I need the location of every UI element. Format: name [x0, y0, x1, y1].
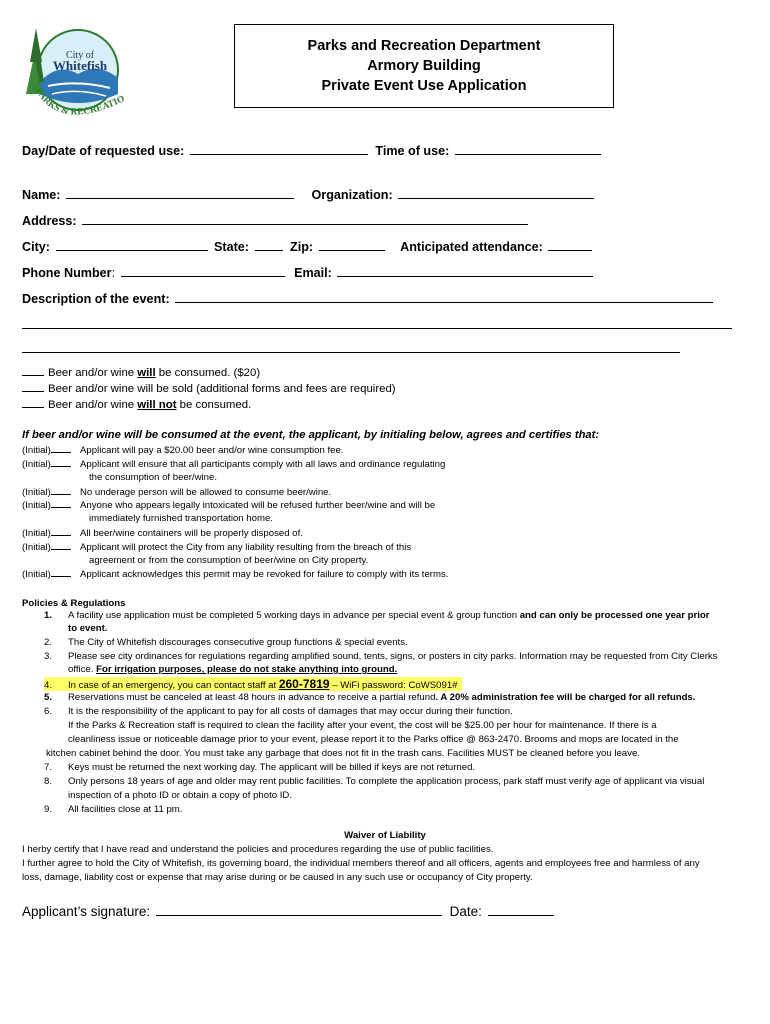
policy-text: It is the responsibility of the applicant to pay for all costs of damages that may occur during their function. [68, 706, 513, 717]
phone-label: Phone Number [22, 266, 112, 280]
beer-option-text: Beer and/or wine [48, 399, 138, 411]
logo-city-name-text: Whitefish [52, 58, 108, 73]
initial-blank[interactable] [51, 444, 71, 453]
description-row [22, 290, 713, 306]
policy-item-8-cont: inspection of a photo ID or obtain a copy of photo ID. [68, 790, 292, 801]
email-label: Email: [294, 266, 332, 280]
policy-text: The City of Whitefish discourages consecutive group functions & special events. [68, 637, 408, 648]
attendance-field[interactable] [548, 238, 592, 251]
beer-consumed-blank[interactable] [22, 365, 44, 376]
emergency-phone-number: 260-7819 [278, 677, 330, 691]
signature-label: Applicant’s signature: [22, 904, 151, 919]
policy-number: 2. [44, 637, 53, 648]
beer-option-text: Beer and/or wine [48, 367, 138, 379]
policy-item-7 [44, 762, 475, 773]
waiver-text: I further agree to hold the City of Whitefish, its governing board, the individual members thereof and all officers, agents and employees free and harmless of any [22, 858, 700, 869]
initial-label: (Initial) [22, 569, 51, 580]
policy-number: 1. [44, 610, 53, 621]
phone-colon: : [111, 266, 116, 280]
initial-label: (Initial) [22, 542, 51, 553]
waiver-text: loss, damage, liability cost or expense that may arise during or be caused in any such use or occupancy of City property. [22, 872, 533, 883]
initial-label: (Initial) [22, 459, 51, 470]
date-field[interactable] [190, 142, 368, 155]
policy-item-5 [44, 692, 695, 703]
initial-label: (Initial) [22, 487, 51, 498]
zip-label: Zip: [290, 240, 314, 254]
policy-text: All facilities close at 11 pm. [68, 804, 183, 815]
policy-text-bold: and can only be processed one year prior [519, 610, 710, 621]
policy-item-4-highlighted [44, 677, 462, 691]
description-line-3[interactable] [22, 352, 680, 353]
signature-row [22, 902, 554, 919]
attendance-label: Anticipated attendance: [400, 240, 543, 254]
description-line-2[interactable] [22, 328, 732, 329]
policy-item-6-cont: kitchen cabinet behind the door. You must take any garbage that does not fit in the trash cans. Facilities MUST be cleaned before you leave. [46, 748, 640, 759]
city-label: City: [22, 240, 50, 254]
policy-number: 8. [44, 776, 53, 787]
initial-blank[interactable] [51, 568, 71, 577]
certification-heading: If beer and/or wine will be consumed at the event, the applicant, by initialing below, agrees and certifies that: [22, 429, 600, 441]
beer-option-sold [22, 381, 396, 395]
waiver-text: I herby certify that I have read and understand the policies and procedures regarding the use of public facilities. [22, 844, 494, 855]
policy-number: 7. [44, 762, 53, 773]
date-time-row [22, 142, 601, 158]
description-label: Description of the event: [22, 292, 170, 306]
beer-option-emphasis: will not [137, 399, 177, 411]
initial-blank[interactable] [51, 499, 71, 508]
description-field[interactable] [175, 290, 713, 303]
department-title: Parks and Recreation Department [307, 38, 541, 54]
policy-text-bold: For irrigation purposes, please do not stake anything into ground. [96, 664, 398, 675]
policy-text: Keys must be returned the next working day. The applicant will be billed if keys are not returned. [68, 762, 476, 773]
initial-blank[interactable] [51, 541, 71, 550]
initial-row [22, 444, 343, 456]
policy-item-2 [44, 637, 408, 648]
date-label: Day/Date of requested use: [22, 144, 185, 158]
initial-blank[interactable] [51, 486, 71, 495]
initial-row [22, 568, 448, 580]
policy-number: 6. [44, 706, 53, 717]
organization-label: Organization: [311, 188, 393, 202]
city-state-zip-row [22, 238, 592, 254]
beer-option-not-consumed [22, 397, 251, 411]
policy-number: 3. [44, 651, 53, 662]
email-field[interactable] [337, 264, 593, 277]
policy-item-3 [44, 651, 717, 662]
initial-row [22, 527, 303, 539]
initial-item-text: Applicant acknowledges this permit may be revoked for failure to comply with its terms. [80, 569, 449, 580]
name-field[interactable] [66, 186, 294, 199]
policy-text-bold: . A 20% administration fee will be charged for all refunds. [435, 692, 696, 703]
initial-label: (Initial) [22, 528, 51, 539]
title-box [234, 24, 614, 108]
policy-text: Only persons 18 years of age and older may rent public facilities. To complete the application process, park staff must verify age of applicant via visual [68, 776, 705, 787]
initial-item-text: Applicant will pay a $20.00 beer and/or wine consumption fee. [80, 445, 344, 456]
time-label: Time of use: [375, 144, 450, 158]
policy-item-6-cont: If the Parks & Recreation staff is required to clean the facility after your event, the cost will be $25.00 per hour for maintenance. If there is a [68, 720, 657, 731]
initial-item-text: No underage person will be allowed to consume beer/wine. [80, 487, 332, 498]
initial-row [22, 486, 331, 498]
policy-item-1-cont: to event. [68, 623, 108, 634]
initial-item-continuation: the consumption of beer/wine. [89, 472, 217, 483]
policy-item-6-cont: cleanliness issue or noticeable damage prior to your event, please report it to the Parks office @ 863-2470. Brooms and mops are located in the [68, 734, 679, 745]
address-label: Address: [22, 214, 77, 228]
initial-item-text: All beer/wine containers will be properly disposed of. [80, 528, 303, 539]
initial-row [22, 458, 445, 470]
policy-item-1 [44, 610, 710, 621]
logo-arc-text: PARKS & RECREATIO [33, 86, 127, 118]
form-title: Private Event Use Application [321, 78, 527, 94]
logo-city-of-text: City of [65, 50, 95, 61]
policy-number: 4. [44, 680, 53, 691]
initial-blank[interactable] [51, 458, 71, 467]
initial-item-text: Anyone who appears legally intoxicated will be refused further beer/wine and will be [80, 500, 436, 511]
name-org-row [22, 186, 594, 202]
policy-text: In case of an emergency, you can contact staff at [68, 680, 279, 691]
address-field[interactable] [82, 212, 528, 225]
signature-field[interactable] [156, 902, 442, 916]
signature-date-label: Date: [449, 904, 482, 919]
initial-blank[interactable] [51, 527, 71, 536]
policy-text: Reservations must be canceled at least 48 hours in advance to receive a partial refund [68, 692, 436, 703]
building-title: Armory Building [367, 58, 481, 74]
beer-not-consumed-blank[interactable] [22, 397, 44, 408]
initial-row [22, 541, 411, 553]
policy-item-9 [44, 804, 182, 815]
beer-option-consumed [22, 365, 260, 379]
policies-heading: Policies & Regulations [22, 598, 126, 609]
phone-field[interactable] [121, 264, 285, 277]
policy-number: 9. [44, 804, 53, 815]
policy-text: Please see city ordinances for regulations regarding amplified sound, tents, signs, or posters in city parks. Information may be requested from City Clerks [68, 651, 718, 662]
time-field[interactable] [455, 142, 601, 155]
initial-row [22, 499, 435, 511]
initial-label: (Initial) [22, 500, 51, 511]
signature-date-field[interactable] [488, 902, 554, 916]
policy-text: office. [68, 664, 97, 675]
initial-label: (Initial) [22, 445, 51, 456]
state-label: State: [214, 240, 249, 254]
policy-item-8 [44, 776, 704, 787]
beer-sold-blank[interactable] [22, 381, 44, 392]
address-row [22, 212, 528, 228]
beer-option-text: be consumed. [176, 399, 252, 411]
initial-item-text: Applicant will protect the City from any liability resulting from the breach of this [80, 542, 412, 553]
policy-number: 5. [44, 692, 53, 703]
initial-item-text: Applicant will ensure that all participants comply with all laws and ordinance regulating [80, 459, 446, 470]
wifi-password-text: – WiFi password: CoWS091# [329, 680, 458, 691]
beer-option-emphasis: will [137, 367, 156, 379]
policy-item-6 [44, 706, 513, 717]
state-field[interactable] [255, 238, 283, 251]
waiver-title: Waiver of Liability [344, 830, 426, 841]
organization-field[interactable] [398, 186, 594, 199]
city-logo [18, 22, 130, 134]
policy-text: A facility use application must be completed 5 working days in advance per special event & group function [68, 610, 520, 621]
zip-field[interactable] [319, 238, 385, 251]
name-label: Name: [22, 188, 61, 202]
beer-option-text: Beer and/or wine will be sold (additional forms and fees are required) [48, 383, 396, 395]
policy-item-3-cont [68, 664, 397, 675]
initial-item-continuation: agreement or from the consumption of beer/wine on City property. [89, 555, 369, 566]
initial-item-continuation: immediately furnished transportation home. [89, 513, 273, 524]
phone-email-row [22, 264, 593, 280]
beer-option-text: be consumed. ($20) [155, 367, 261, 379]
city-field[interactable] [56, 238, 208, 251]
